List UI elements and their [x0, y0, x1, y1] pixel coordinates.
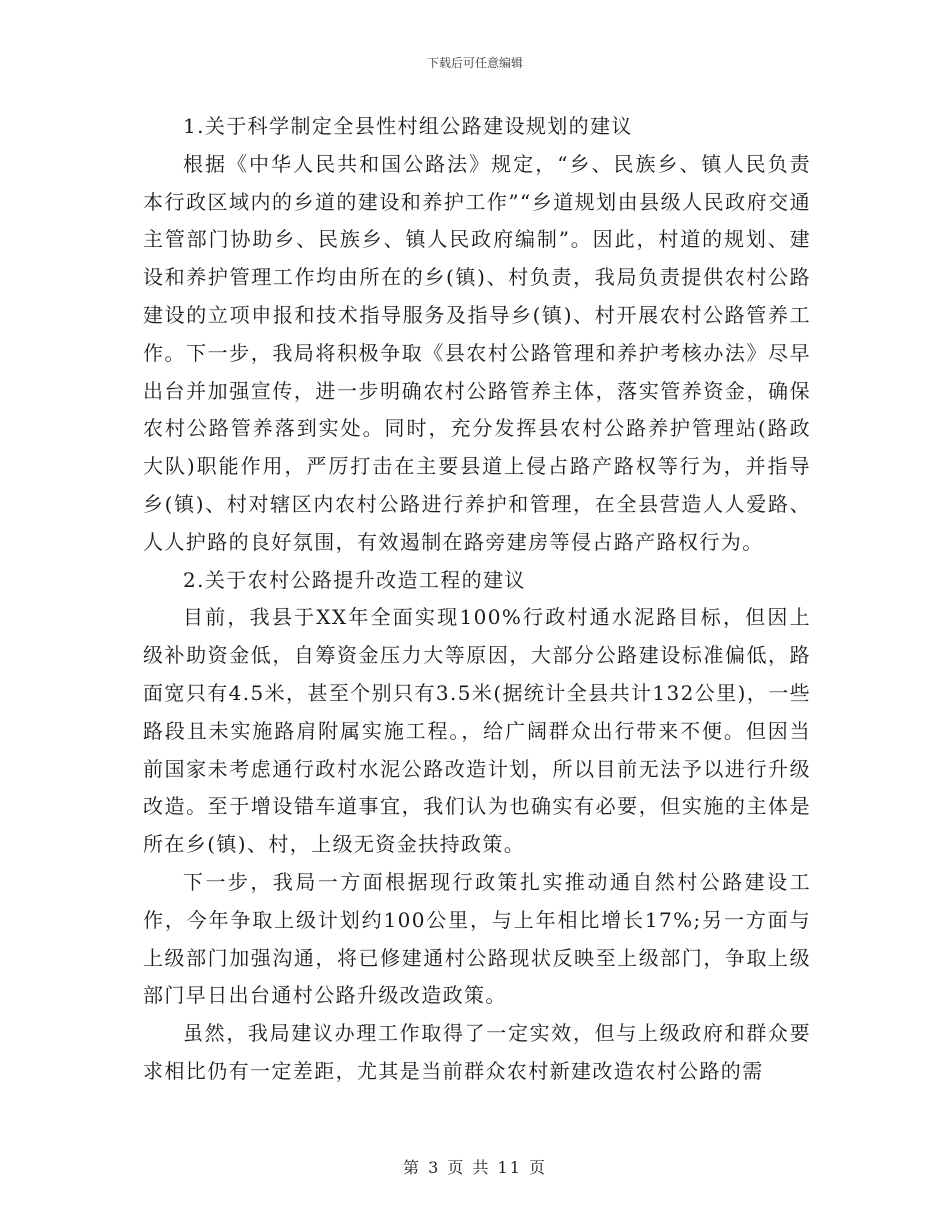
page-footer: 第 3 页 共 11 页 [403, 1158, 547, 1177]
paragraph: 目前，我县于XX年全面实现100%行政村通水泥路目标，但因上级补助资金低，自筹资金压力大等原因，大部分公路建设标准偏低，路面宽只有4.5米，甚至个别只有3.5米(据统计全县共计132公里)，一些路段且未实施路肩附属实施工程。，给广阔群众出行带来不便。但因当前国家未考虑通行政村水泥公路改造计划，所以目前无法予以进行升级改造。至于增设错车道事宜，我们认为也确实有必要，但实施的主体是所在乡(镇)、村，上级无资金扶持政策。 [143, 605, 811, 857]
paragraph: 根据《中华人民共和国公路法》规定，“乡、民族乡、镇人民负责本行政区域内的乡道的建设和养护工作”“乡道规划由县级人民政府交通主管部门协助乡、民族乡、镇人民政府编制”。因此，村道的规划、建设和养护管理工作均由所在的乡(镇)、村负责，我局负责提供农村公路建设的立项申报和技术指导服务及指导乡(镇)、村开展农村公路管养工作。下一步，我局将积极争取《县农村公路管理和养护考核办法》尽早出台并加强宣传，进一步明确农村公路管养主体，落实管养资金，确保农村公路管养落到实处。同时，充分发挥县农村公路养护管理站(路政大队)职能作用，严厉打击在主要县道上侵占路产路权等行为，并指导乡(镇)、村对辖区内农村公路进行养护和管理，在全县营造人人爱路、人人护路的良好氛围，有效遏制在路旁建房等侵占路产路权行为。 [143, 151, 811, 554]
paragraph: 虽然，我局建议办理工作取得了一定实效，但与上级政府和群众要求相比仍有一定差距，尤其是当前群众农村新建改造农村公路的需 [143, 1021, 811, 1083]
page-header: 下载后可任意编辑 [426, 56, 523, 70]
section-heading-1: 1.关于科学制定全县性村组公路建设规划的建议 [183, 114, 633, 138]
paragraph: 下一步，我局一方面根据现行政策扎实推动通自然村公路建设工作，今年争取上级计划约100公里，与上年相比增长17%;另一方面与上级部门加强沟通，将已修建通村公路现状反映至上级部门，争取上级部门早日出台通村公路升级改造政策。 [143, 869, 811, 1008]
document-body [143, 108, 811, 1091]
section-heading-2: 2.关于农村公路提升改造工程的建议 [183, 567, 526, 592]
